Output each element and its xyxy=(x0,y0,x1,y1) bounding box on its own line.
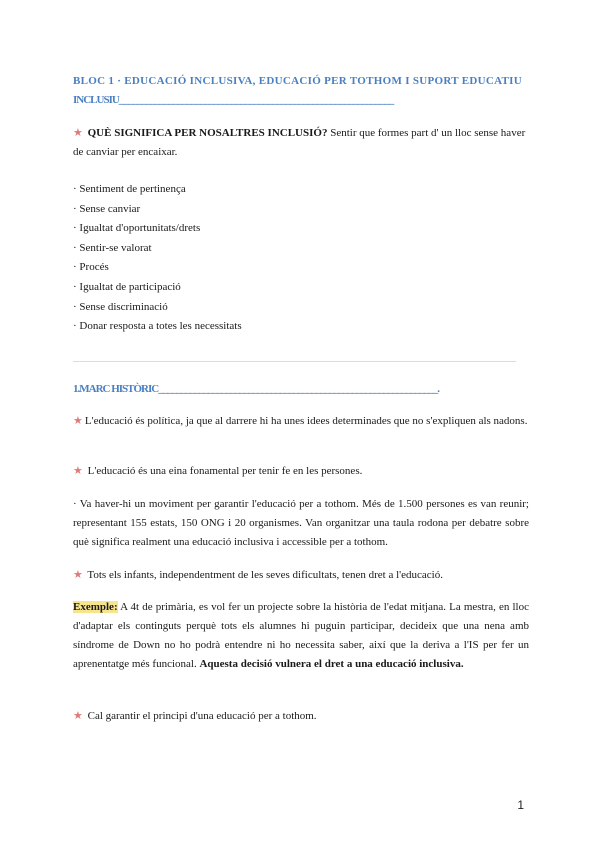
paragraph-politics xyxy=(73,412,529,431)
paragraph-text: Cal garantir el principi d'una educació per a tothom. xyxy=(84,710,317,722)
paragraph-principle xyxy=(73,707,529,726)
star-icon: ★ xyxy=(73,569,83,581)
star-icon: ★ xyxy=(73,710,83,722)
page-number: 1 xyxy=(517,798,524,812)
paragraph-text: Tots els infants, independentment de les seves dificultats, tenen dret a l'educació. xyxy=(84,569,443,581)
star-icon: ★ xyxy=(73,415,83,427)
list-item: · Sense canviar xyxy=(73,202,141,215)
question-answer: Sentir que formes part d' un lloc sense haver de canviar per encaixar. xyxy=(73,127,526,158)
question-paragraph xyxy=(73,124,529,162)
paragraph-right xyxy=(73,566,529,585)
paragraph-movement xyxy=(73,495,529,552)
list-item: · Sense discriminació xyxy=(73,300,168,313)
paragraph-tool xyxy=(73,462,529,481)
example-label: Exemple: xyxy=(73,601,118,613)
question-title: QUÈ SIGNIFICA PER NOSALTRES INCLUSIÓ? xyxy=(87,127,328,139)
inclusion-list xyxy=(73,180,529,337)
star-icon: ★ xyxy=(73,465,83,477)
paragraph-text: L'educació és política, ja que al darrere hi ha unes idees determinades que no s'expliquen als nadons. xyxy=(84,415,528,427)
example-conclusion: Aquesta decisió vulnera el dret a una educació inclusiva. xyxy=(199,658,464,670)
list-item: · Sentiment de pertinença xyxy=(73,183,186,195)
bloc-heading xyxy=(73,72,529,110)
paragraph-text: · Va haver-hi un moviment per garantir l'educació per a tothom. Més de 1.500 persones es van reunir; representant 155 estats, 150 ONG i 20 organismes. Van organitzar una taula rodona per debatre sobre què significa realment una educació inclusiva i accessible per a tothom. xyxy=(73,498,529,548)
paragraph-example xyxy=(73,598,529,674)
section-title: 1.MARC HISTÒRIC______________________________________________________________. xyxy=(73,383,439,395)
list-item: · Sentir-se valorat xyxy=(73,241,152,254)
list-item: · Igualtat de participació xyxy=(73,280,181,293)
star-icon: ★ xyxy=(73,127,83,139)
bloc-heading-line2: INCLUSIU_____________________________________________________________ xyxy=(73,94,394,106)
paragraph-text: L'educació és una eina fonamental per tenir fe en les persones. xyxy=(84,465,363,477)
list-item: · Igualtat d'oportunitats/drets xyxy=(73,222,201,235)
section-divider xyxy=(73,361,516,362)
paragraph-text: A 4t de primària, es vol fer un projecte sobre la història de l'edat mitjana. La mestra, en lloc d'adaptar els continguts perquè tots els alumnes hi puguin participar, decideix que una nena amb síndrome de Down no ho podrà entendre ni ho necessita saber, així que la deriva a l'IS per fer un aprenentatge més funcional. xyxy=(73,601,529,670)
bloc-heading-line1: BLOC 1 · EDUCACIÓ INCLUSIVA, EDUCACIÓ PER TOTHOM I SUPORT EDUCATIU xyxy=(73,75,522,87)
list-item: · Procés xyxy=(73,261,109,274)
list-item: · Donar resposta a totes les necessitats xyxy=(73,320,242,333)
